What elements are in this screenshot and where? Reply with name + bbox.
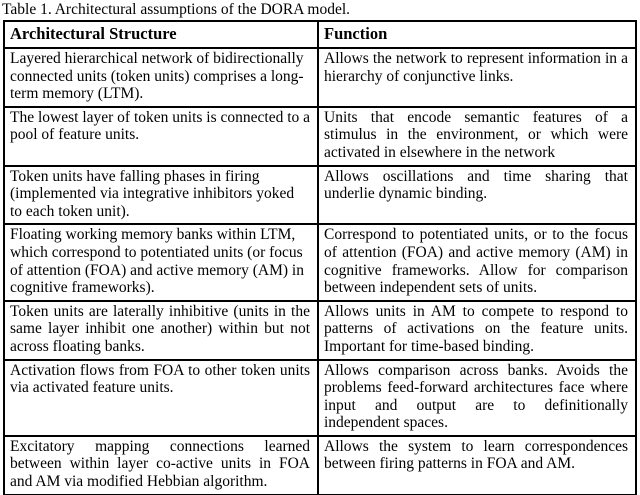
cell-structure: Token units have falling phases in firing (implemented via integrative inhibitors yoked to each token unit). xyxy=(4,166,318,225)
table-row xyxy=(4,166,636,225)
cell-function: Units that encode semantic features of a stimulus in the environment, or which were activated in elsewhere in the network xyxy=(318,107,636,166)
table-row xyxy=(4,360,636,436)
cell-function: Correspond to potentiated units, or to the focus of attention (FOA) and active memory (AM) in cognitive frameworks. Allow for comparison between independent sets of units. xyxy=(318,224,636,300)
cell-structure: Excitatory mapping connections learned between within layer co-active units in FOA and AM via modified Hebbian algorithm. xyxy=(4,436,318,495)
cell-function: Allows the system to learn correspondences between firing patterns in FOA and AM. xyxy=(318,436,636,495)
cell-structure: Token units are laterally inhibitive (units in the same layer inhibit one another) within but not across floating banks. xyxy=(4,301,318,360)
table-row xyxy=(4,436,636,495)
table-row xyxy=(4,48,636,107)
cell-function: Allows oscillations and time sharing that underlie dynamic binding. xyxy=(318,166,636,225)
table-row xyxy=(4,224,636,300)
table-row xyxy=(4,107,636,166)
cell-structure: The lowest layer of token units is connected to a pool of feature units. xyxy=(4,107,318,166)
cell-structure: Layered hierarchical network of bidirectionally connected units (token units) comprises a long-term memory (LTM). xyxy=(4,48,318,107)
header-row xyxy=(4,21,636,48)
cell-function: Allows comparison across banks. Avoids the problems feed-forward architectures face where input and output are to definitionally independent spaces. xyxy=(318,360,636,436)
column-header-architectural-structure: Architectural Structure xyxy=(4,21,318,48)
table-caption: Table 1. Architectural assumptions of the DORA model. xyxy=(2,1,351,18)
table-row xyxy=(4,301,636,360)
column-header-function: Function xyxy=(318,21,636,48)
cell-structure: Activation flows from FOA to other token units via activated feature units. xyxy=(4,360,318,436)
cell-structure: Floating working memory banks within LTM, which correspond to potentiated units (or focus of attention (FOA) and active memory (AM) in cognitive frameworks). xyxy=(4,224,318,300)
cell-function: Allows the network to represent information in a hierarchy of conjunctive links. xyxy=(318,48,636,107)
dora-assumptions-table xyxy=(3,20,637,495)
cell-function: Allows units in AM to compete to respond to patterns of activations on the feature units. Important for time-based binding. xyxy=(318,301,636,360)
